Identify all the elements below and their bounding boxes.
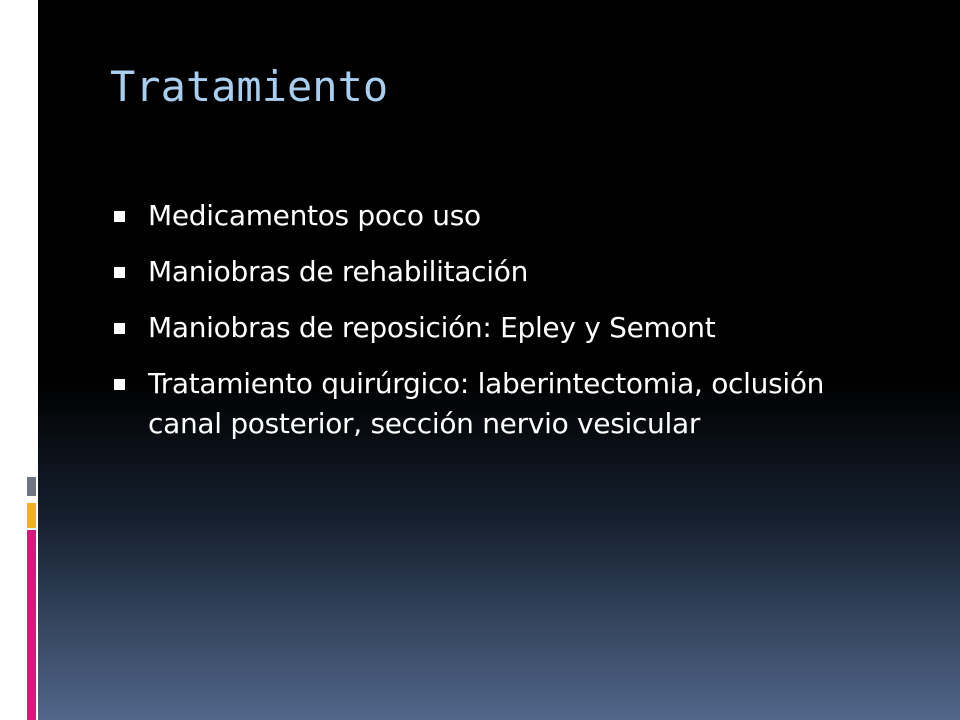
bullet-item bbox=[112, 196, 872, 236]
slide-title: Tratamiento bbox=[110, 62, 389, 111]
decorative-bar-gold bbox=[27, 503, 36, 528]
bullet-list bbox=[112, 196, 872, 460]
decorative-bar-white bbox=[17, 0, 38, 470]
decorative-side-bars bbox=[17, 0, 38, 720]
bullet-text: Maniobras de reposición: Epley y Semont bbox=[148, 311, 716, 344]
square-bullet-icon bbox=[114, 267, 125, 278]
bullet-text: Tratamiento quirúrgico: laberintectomia, oclusión canal posterior, sección nervio vesicular bbox=[148, 367, 825, 440]
square-bullet-icon bbox=[114, 323, 125, 334]
bullet-text: Maniobras de rehabilitación bbox=[148, 255, 529, 288]
bullet-text: Medicamentos poco uso bbox=[148, 199, 481, 232]
square-bullet-icon bbox=[114, 211, 125, 222]
square-bullet-icon bbox=[114, 379, 125, 390]
bullet-item bbox=[112, 252, 872, 292]
decorative-bar-pink bbox=[27, 530, 36, 720]
decorative-bar-gray bbox=[27, 477, 36, 496]
bullet-item bbox=[112, 364, 872, 444]
bullet-item bbox=[112, 308, 872, 348]
